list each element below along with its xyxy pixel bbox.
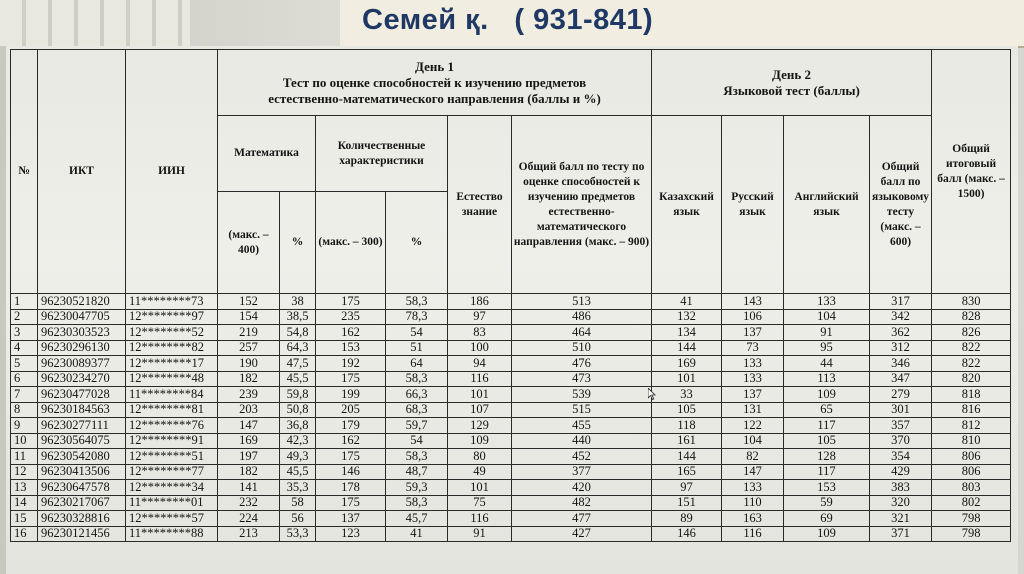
lang-total: 317	[870, 294, 932, 310]
natural-score: 101	[448, 387, 512, 403]
ikt-cell: 96230413506	[38, 464, 126, 480]
quant-pct: 41	[386, 526, 448, 542]
english-score: 153	[784, 480, 870, 496]
day1-total: 452	[512, 449, 652, 465]
math-pct: 53,3	[280, 526, 316, 542]
russian-score: 143	[722, 294, 784, 310]
ikt-cell: 96230296130	[38, 340, 126, 356]
kazakh-score: 165	[652, 464, 722, 480]
quant-score: 235	[316, 309, 386, 325]
lang-total: 362	[870, 325, 932, 341]
natural-score: 80	[448, 449, 512, 465]
quant-score: 205	[316, 402, 386, 418]
header-quant-pct: %	[386, 192, 448, 294]
russian-score: 137	[722, 325, 784, 341]
iin-cell: 11********84	[126, 387, 218, 403]
kazakh-score: 101	[652, 371, 722, 387]
lang-total: 354	[870, 449, 932, 465]
row-num: 15	[11, 511, 38, 527]
ikt-cell: 96230564075	[38, 433, 126, 449]
quant-score: 175	[316, 495, 386, 511]
iin-cell: 12********77	[126, 464, 218, 480]
math-pct: 45,5	[280, 371, 316, 387]
kazakh-score: 151	[652, 495, 722, 511]
day1-total: 464	[512, 325, 652, 341]
kazakh-score: 146	[652, 526, 722, 542]
table-row	[11, 480, 1011, 496]
header-iin: ИИН	[126, 50, 218, 294]
day1-total: 440	[512, 433, 652, 449]
iin-cell: 12********82	[126, 340, 218, 356]
header-day2-title: День 2	[772, 66, 812, 82]
natural-score: 100	[448, 340, 512, 356]
table-row	[11, 433, 1011, 449]
math-pct: 58	[280, 495, 316, 511]
quant-pct: 58,3	[386, 495, 448, 511]
math-score: 141	[218, 480, 280, 496]
quant-score: 137	[316, 511, 386, 527]
day1-total: 539	[512, 387, 652, 403]
english-score: 113	[784, 371, 870, 387]
table-row	[11, 309, 1011, 325]
day1-total: 513	[512, 294, 652, 310]
day1-total: 482	[512, 495, 652, 511]
grand-total: 798	[932, 526, 1011, 542]
quant-score: 175	[316, 371, 386, 387]
math-score: 224	[218, 511, 280, 527]
row-num: 8	[11, 402, 38, 418]
table-row	[11, 495, 1011, 511]
quant-score: 178	[316, 480, 386, 496]
math-score: 219	[218, 325, 280, 341]
math-score: 257	[218, 340, 280, 356]
quant-pct: 78,3	[386, 309, 448, 325]
kazakh-score: 89	[652, 511, 722, 527]
russian-score: 73	[722, 340, 784, 356]
title-bar	[340, 0, 1024, 48]
grand-total: 806	[932, 464, 1011, 480]
natural-score: 94	[448, 356, 512, 372]
grand-total: 818	[932, 387, 1011, 403]
table-row	[11, 449, 1011, 465]
header-day1	[218, 50, 652, 116]
lang-total: 357	[870, 418, 932, 434]
lang-total: 347	[870, 371, 932, 387]
kazakh-score: 161	[652, 433, 722, 449]
math-score: 154	[218, 309, 280, 325]
russian-score: 137	[722, 387, 784, 403]
header-grand-total: Общий итоговый балл (макс. – 1500)	[932, 50, 1011, 294]
quant-score: 179	[316, 418, 386, 434]
russian-score: 82	[722, 449, 784, 465]
day1-total: 455	[512, 418, 652, 434]
math-pct: 64,3	[280, 340, 316, 356]
math-pct: 38	[280, 294, 316, 310]
iin-cell: 11********01	[126, 495, 218, 511]
kazakh-score: 41	[652, 294, 722, 310]
kazakh-score: 118	[652, 418, 722, 434]
grand-total: 820	[932, 371, 1011, 387]
grand-total: 828	[932, 309, 1011, 325]
grand-total: 822	[932, 356, 1011, 372]
russian-score: 110	[722, 495, 784, 511]
header-math: Математика	[218, 116, 316, 192]
table-row	[11, 371, 1011, 387]
natural-score: 83	[448, 325, 512, 341]
natural-score: 116	[448, 511, 512, 527]
kazakh-score: 132	[652, 309, 722, 325]
kazakh-score: 144	[652, 340, 722, 356]
quant-pct: 59,7	[386, 418, 448, 434]
lang-total: 312	[870, 340, 932, 356]
natural-score: 129	[448, 418, 512, 434]
iin-cell: 12********51	[126, 449, 218, 465]
lang-total: 383	[870, 480, 932, 496]
grand-total: 812	[932, 418, 1011, 434]
ikt-cell: 96230121456	[38, 526, 126, 542]
results-sheet	[6, 46, 1018, 574]
russian-score: 122	[722, 418, 784, 434]
english-score: 117	[784, 464, 870, 480]
day1-total: 420	[512, 480, 652, 496]
iin-cell: 11********88	[126, 526, 218, 542]
math-score: 232	[218, 495, 280, 511]
quant-score: 162	[316, 433, 386, 449]
iin-cell: 11********73	[126, 294, 218, 310]
ikt-cell: 96230089377	[38, 356, 126, 372]
russian-score: 147	[722, 464, 784, 480]
header-kazakh: Казахский язык	[652, 116, 722, 294]
math-score: 182	[218, 371, 280, 387]
grand-total: 810	[932, 433, 1011, 449]
quant-score: 175	[316, 449, 386, 465]
header-quant-max: (макс. – 300)	[316, 192, 386, 294]
row-num: 5	[11, 356, 38, 372]
quant-pct: 45,7	[386, 511, 448, 527]
iin-cell: 12********34	[126, 480, 218, 496]
results-rows	[11, 294, 1011, 542]
quant-score: 146	[316, 464, 386, 480]
header-ikt: ИКТ	[38, 50, 126, 294]
table-row	[11, 387, 1011, 403]
ikt-cell: 96230647578	[38, 480, 126, 496]
quant-pct: 54	[386, 433, 448, 449]
quant-pct: 64	[386, 356, 448, 372]
natural-score: 101	[448, 480, 512, 496]
quant-score: 192	[316, 356, 386, 372]
grand-total: 806	[932, 449, 1011, 465]
grand-total: 798	[932, 511, 1011, 527]
iin-cell: 12********81	[126, 402, 218, 418]
russian-score: 131	[722, 402, 784, 418]
day1-total: 476	[512, 356, 652, 372]
ikt-cell: 96230234270	[38, 371, 126, 387]
lang-total: 370	[870, 433, 932, 449]
table-row	[11, 526, 1011, 542]
math-pct: 45,5	[280, 464, 316, 480]
ikt-cell: 96230328816	[38, 511, 126, 527]
quant-pct: 51	[386, 340, 448, 356]
iin-cell: 12********17	[126, 356, 218, 372]
window-blinds-background	[0, 0, 190, 46]
table-row	[11, 294, 1011, 310]
english-score: 65	[784, 402, 870, 418]
kazakh-score: 33	[652, 387, 722, 403]
quant-pct: 48,7	[386, 464, 448, 480]
ikt-cell: 96230477028	[38, 387, 126, 403]
day1-total: 427	[512, 526, 652, 542]
grand-total: 802	[932, 495, 1011, 511]
row-num: 9	[11, 418, 38, 434]
lang-total: 429	[870, 464, 932, 480]
quant-pct: 58,3	[386, 371, 448, 387]
natural-score: 107	[448, 402, 512, 418]
quant-pct: 58,3	[386, 294, 448, 310]
row-num: 3	[11, 325, 38, 341]
natural-score: 75	[448, 495, 512, 511]
lang-total: 320	[870, 495, 932, 511]
table-row	[11, 325, 1011, 341]
grand-total: 826	[932, 325, 1011, 341]
grand-total: 803	[932, 480, 1011, 496]
math-pct: 38,5	[280, 309, 316, 325]
header-math-pct: %	[280, 192, 316, 294]
header-day1-subtitle-1: Тест по оценке способностей к изучению предметов	[282, 74, 587, 90]
table-row	[11, 418, 1011, 434]
row-num: 14	[11, 495, 38, 511]
math-pct: 47,5	[280, 356, 316, 372]
iin-cell: 12********48	[126, 371, 218, 387]
quant-score: 175	[316, 294, 386, 310]
math-pct: 49,3	[280, 449, 316, 465]
english-score: 105	[784, 433, 870, 449]
header-total-lang: Общий балл по языковому тесту (макс. – 600)	[870, 116, 932, 294]
day1-total: 510	[512, 340, 652, 356]
english-score: 91	[784, 325, 870, 341]
russian-score: 104	[722, 433, 784, 449]
math-pct: 36,8	[280, 418, 316, 434]
russian-score: 133	[722, 371, 784, 387]
day1-total: 377	[512, 464, 652, 480]
math-score: 147	[218, 418, 280, 434]
natural-score: 91	[448, 526, 512, 542]
english-score: 128	[784, 449, 870, 465]
quant-score: 123	[316, 526, 386, 542]
english-score: 104	[784, 309, 870, 325]
grand-total: 816	[932, 402, 1011, 418]
english-score: 109	[784, 526, 870, 542]
row-num: 1	[11, 294, 38, 310]
ikt-cell: 96230303523	[38, 325, 126, 341]
english-score: 109	[784, 387, 870, 403]
header-day2-subtitle: Языковой тест (баллы)	[723, 82, 860, 98]
header-num: №	[11, 50, 38, 294]
quant-pct: 68,3	[386, 402, 448, 418]
math-score: 203	[218, 402, 280, 418]
natural-score: 49	[448, 464, 512, 480]
ikt-cell: 96230277111	[38, 418, 126, 434]
lang-total: 342	[870, 309, 932, 325]
quant-pct: 59,3	[386, 480, 448, 496]
lang-total: 301	[870, 402, 932, 418]
quant-score: 153	[316, 340, 386, 356]
russian-score: 116	[722, 526, 784, 542]
header-quant: Количественные характеристики	[316, 116, 448, 192]
day1-total: 515	[512, 402, 652, 418]
quant-pct: 54	[386, 325, 448, 341]
kazakh-score: 144	[652, 449, 722, 465]
lang-total: 346	[870, 356, 932, 372]
math-score: 190	[218, 356, 280, 372]
iin-cell: 12********57	[126, 511, 218, 527]
iin-cell: 12********76	[126, 418, 218, 434]
quant-pct: 66,3	[386, 387, 448, 403]
kazakh-score: 169	[652, 356, 722, 372]
english-score: 95	[784, 340, 870, 356]
math-pct: 54,8	[280, 325, 316, 341]
russian-score: 133	[722, 480, 784, 496]
math-score: 239	[218, 387, 280, 403]
math-score: 197	[218, 449, 280, 465]
results-table	[10, 49, 1011, 542]
table-row	[11, 402, 1011, 418]
row-num: 16	[11, 526, 38, 542]
table-row	[11, 340, 1011, 356]
header-english: Английский язык	[784, 116, 870, 294]
math-score: 169	[218, 433, 280, 449]
lang-total: 279	[870, 387, 932, 403]
iin-cell: 12********97	[126, 309, 218, 325]
russian-score: 163	[722, 511, 784, 527]
lang-total: 371	[870, 526, 932, 542]
russian-score: 106	[722, 309, 784, 325]
table-row	[11, 511, 1011, 527]
row-num: 10	[11, 433, 38, 449]
math-pct: 35,3	[280, 480, 316, 496]
iin-cell: 12********52	[126, 325, 218, 341]
table-row	[11, 356, 1011, 372]
lang-total: 321	[870, 511, 932, 527]
math-pct: 42,3	[280, 433, 316, 449]
row-num: 12	[11, 464, 38, 480]
ikt-cell: 96230217067	[38, 495, 126, 511]
kazakh-score: 97	[652, 480, 722, 496]
natural-score: 186	[448, 294, 512, 310]
ikt-cell: 96230521820	[38, 294, 126, 310]
math-pct: 50,8	[280, 402, 316, 418]
english-score: 59	[784, 495, 870, 511]
row-num: 2	[11, 309, 38, 325]
ikt-cell: 96230047705	[38, 309, 126, 325]
header-russian: Русский язык	[722, 116, 784, 294]
ikt-cell: 96230184563	[38, 402, 126, 418]
header-day1-title: День 1	[415, 58, 455, 74]
math-score: 152	[218, 294, 280, 310]
english-score: 117	[784, 418, 870, 434]
header-total-day1: Общий балл по тесту по оценке способностей к изучению предметов естественно-математического направления (макс. – 900)	[512, 116, 652, 294]
quant-score: 162	[316, 325, 386, 341]
math-score: 182	[218, 464, 280, 480]
english-score: 133	[784, 294, 870, 310]
english-score: 44	[784, 356, 870, 372]
table-row	[11, 464, 1011, 480]
quant-score: 199	[316, 387, 386, 403]
iin-cell: 12********91	[126, 433, 218, 449]
quant-pct: 58,3	[386, 449, 448, 465]
row-num: 4	[11, 340, 38, 356]
kazakh-score: 105	[652, 402, 722, 418]
natural-score: 116	[448, 371, 512, 387]
day1-total: 473	[512, 371, 652, 387]
header-natural: Естество знание	[448, 116, 512, 294]
grand-total: 822	[932, 340, 1011, 356]
row-num: 11	[11, 449, 38, 465]
day1-total: 477	[512, 511, 652, 527]
ikt-cell: 96230542080	[38, 449, 126, 465]
math-pct: 56	[280, 511, 316, 527]
row-num: 13	[11, 480, 38, 496]
mouse-cursor-icon	[648, 388, 656, 400]
english-score: 69	[784, 511, 870, 527]
math-pct: 59,8	[280, 387, 316, 403]
header-day1-subtitle-2: естественно-математического направления (баллы и %)	[268, 90, 601, 106]
kazakh-score: 134	[652, 325, 722, 341]
natural-score: 97	[448, 309, 512, 325]
math-score: 213	[218, 526, 280, 542]
row-num: 7	[11, 387, 38, 403]
row-num: 6	[11, 371, 38, 387]
natural-score: 109	[448, 433, 512, 449]
grand-total: 830	[932, 294, 1011, 310]
day1-total: 486	[512, 309, 652, 325]
header-day2	[652, 50, 932, 116]
slide-title: Семей қ. ( 931-841)	[362, 4, 654, 36]
russian-score: 133	[722, 356, 784, 372]
header-math-max: (макс. – 400)	[218, 192, 280, 294]
